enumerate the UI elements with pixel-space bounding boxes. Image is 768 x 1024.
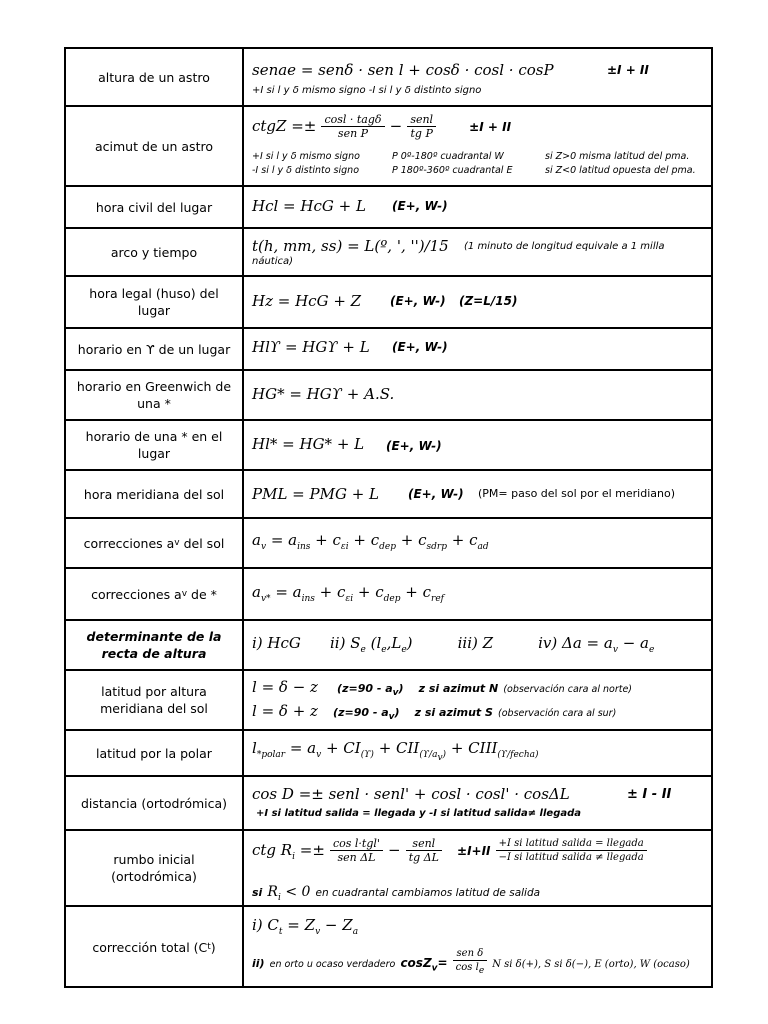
- item-1: i) HcG: [252, 634, 301, 652]
- note: +I si l y δ mismo signo -I si l y δ distinto signo: [252, 85, 482, 96]
- item-3: iii) Z: [457, 634, 494, 652]
- note: en cuadrantal cambiamos latitud de salida: [315, 887, 541, 899]
- note: en orto u ocaso verdadero: [269, 959, 396, 970]
- formula: Hcl = HcG + L: [252, 197, 366, 215]
- row-label: latitud por la polar: [66, 731, 244, 775]
- minus-sign: −: [388, 841, 401, 859]
- formula-table: [64, 47, 713, 988]
- formula: Hlϒ = HGϒ + L: [252, 338, 370, 356]
- sign-convention: (E+, W-): [392, 340, 448, 354]
- row-label: horario en Greenwich de una *: [66, 371, 244, 419]
- sign-rule: ± I - II: [627, 787, 672, 802]
- row-horario-greenwich: [66, 371, 711, 421]
- note: P 0º-180º cuadrantal W: [392, 151, 504, 162]
- row-latitud-polar: [66, 731, 711, 777]
- item-4: iv) $\Delta a = a_v - a_e$: [538, 634, 655, 655]
- fraction: $\frac{\text{+I si latitud salida = llegada}}{\text{−I si latitud salida ≠ llegada}}$: [496, 837, 647, 864]
- sign-convention: (E+, W-): [386, 439, 442, 453]
- note: P 180º-360º cuadrantal E: [392, 165, 513, 176]
- row-latitud-meridiana: latitud por altura meridiana del sol l = δ − z $(z=90 - a_v)$ z si azimut N (observación cara al norte) l = δ + z $(z=90 - a_v)$ z si azimut S (observación cara al sur): [66, 671, 711, 731]
- row-altura: [66, 49, 711, 107]
- formula: Hz = HcG + Z: [252, 292, 362, 310]
- item: ii): [252, 957, 265, 970]
- formula: PML = PMG + L: [252, 485, 380, 503]
- row-arco-tiempo: [66, 229, 711, 277]
- formula-lead: ctgZ =±: [252, 117, 317, 135]
- formula: $l_{*polar} = a_v + CI_{(ϒ)} + CII_{(ϒ/a_v)}$ + $CIII_{(ϒ/fecha)}$: [252, 739, 539, 763]
- note: (PM= paso del sol por el meridiano): [478, 487, 676, 500]
- sign-rule: ±I+II: [457, 844, 491, 858]
- note: +I si latitud salida = llegada y -I si latitud salida≠ llegada: [256, 808, 582, 819]
- row-correcciones-estrella: [66, 569, 711, 621]
- formula: Hl* = HG* + L: [252, 435, 365, 453]
- formula: cos D =± senl · senl' + cosl · cosl' · cosΔL: [252, 785, 570, 803]
- row-label: acimut de un astro: [66, 107, 244, 185]
- formula: t(h, mm, ss) = L(º, ', '')/15: [252, 237, 449, 255]
- zone-rule: (Z=L/15): [459, 294, 518, 308]
- sign-rule: ±I + II: [607, 63, 649, 77]
- formula: $a_v = a_{ins} + c_{\varepsilon i} + c_{dep} + c_{sdrp} + c_{ad}$: [252, 531, 489, 552]
- fraction: $\frac{\text{cos l·tgl'}}{\text{sen ΔL}}$: [330, 837, 383, 864]
- row-determinante: [66, 621, 711, 671]
- row-label: altura de un astro: [66, 49, 244, 105]
- note: (observación cara al norte): [503, 684, 633, 695]
- note: si: [252, 886, 263, 899]
- note: (1 minuto de longitud equivale a 1 milla: [464, 241, 665, 252]
- note: N si δ(+), S si δ(−), E (orto), W (ocaso): [492, 959, 690, 970]
- formula: senae = senδ · sen l + cosδ · cosl · cosP: [252, 61, 554, 79]
- minus-sign: −: [389, 117, 403, 135]
- formula: l = δ + z: [252, 702, 318, 720]
- row-acimut: [66, 107, 711, 187]
- formula: $a_{v*} = a_{ins} + c_{\varepsilon i} + c_{dep} + c_{ref}$: [252, 583, 444, 604]
- row-label: horario de una * en el lugar: [66, 421, 244, 469]
- fraction: $\frac{\text{cosl · tagδ}}{\text{sen P}}$: [321, 113, 384, 140]
- fraction: $\frac{\text{sen δ}}{\cos l_e}$: [453, 947, 487, 978]
- row-label: latitud por altura meridiana del sol: [66, 671, 244, 729]
- fraction: $\frac{\text{senl}}{\text{tg ΔL}}$: [406, 837, 442, 864]
- row-label: horario en ϒ de un lugar: [66, 329, 244, 369]
- row-horario-aries: [66, 329, 711, 371]
- sign-convention: (E+, W-): [390, 294, 446, 308]
- condition: z si azimut N: [418, 682, 499, 695]
- row-label: correcciones a v de *: [66, 569, 244, 619]
- note: si Z<0 latitud opuesta del pma.: [545, 165, 696, 176]
- row-label: rumbo inicial (ortodrómica): [66, 831, 244, 905]
- note: -I si l y δ distinto signo: [252, 165, 360, 176]
- note: si Z>0 misma latitud del pma.: [545, 151, 690, 162]
- note: (observación cara al sur): [498, 708, 617, 719]
- row-hora-meridiana: [66, 471, 711, 519]
- row-distancia: [66, 777, 711, 831]
- item-2: ii) $S_e$ $(l_e,L_e)$: [329, 634, 413, 655]
- row-label: hora meridiana del sol: [66, 471, 244, 517]
- sign-rule: ±I + II: [469, 120, 512, 134]
- sign-convention: (E+, W-): [392, 199, 448, 213]
- row-correcciones-sol: [66, 519, 711, 569]
- row-rumbo-inicial: rumbo inicial (ortodrómica) ctg $R_i$ =± $\frac{\text{cos l·tgl'}}{\text{sen ΔL}}$ − $\frac{\text{senl}}{\text{tg ΔL}}$ ±I+II $\frac{\text{+I si latitud salida = llegada}}{\text{−I si latitud salida ≠ llegada}}$ si $R_i < 0$ en cuadrantal cambiamos latitud de salida: [66, 831, 711, 907]
- row-label: hora legal (huso) del lugar: [66, 277, 244, 327]
- row-hora-civil: [66, 187, 711, 229]
- formula: HG* = HGϒ + A.S.: [252, 385, 395, 403]
- note: +I si l y δ mismo signo: [252, 151, 360, 162]
- fraction: $\frac{\text{senl}}{\text{tg P}}$: [407, 113, 436, 140]
- row-correccion-total: corrección total (C t ) i) $C_t = Z_v - Z_a$ ii) en orto u ocaso verdadero cosZ$_v$= $\frac{\text{sen δ}}{\cos l_e}$ N si δ(+), S si δ(−), E (orto), W (ocaso): [66, 907, 711, 988]
- row-label: corrección total (C t ): [66, 907, 244, 988]
- note: náutica): [252, 256, 294, 267]
- row-horario-estrella: [66, 421, 711, 471]
- condition: z si azimut S: [414, 706, 493, 719]
- formula: l = δ − z: [252, 678, 318, 696]
- row-hora-legal: [66, 277, 711, 329]
- sign-convention: (E+, W-): [408, 487, 464, 501]
- row-label: distancia (ortodrómica): [66, 777, 244, 829]
- row-label: hora civil del lugar: [66, 187, 244, 227]
- row-label: arco y tiempo: [66, 229, 244, 275]
- row-label: correcciones a v del sol: [66, 519, 244, 567]
- row-label: determinante de la recta de altura: [66, 621, 244, 669]
